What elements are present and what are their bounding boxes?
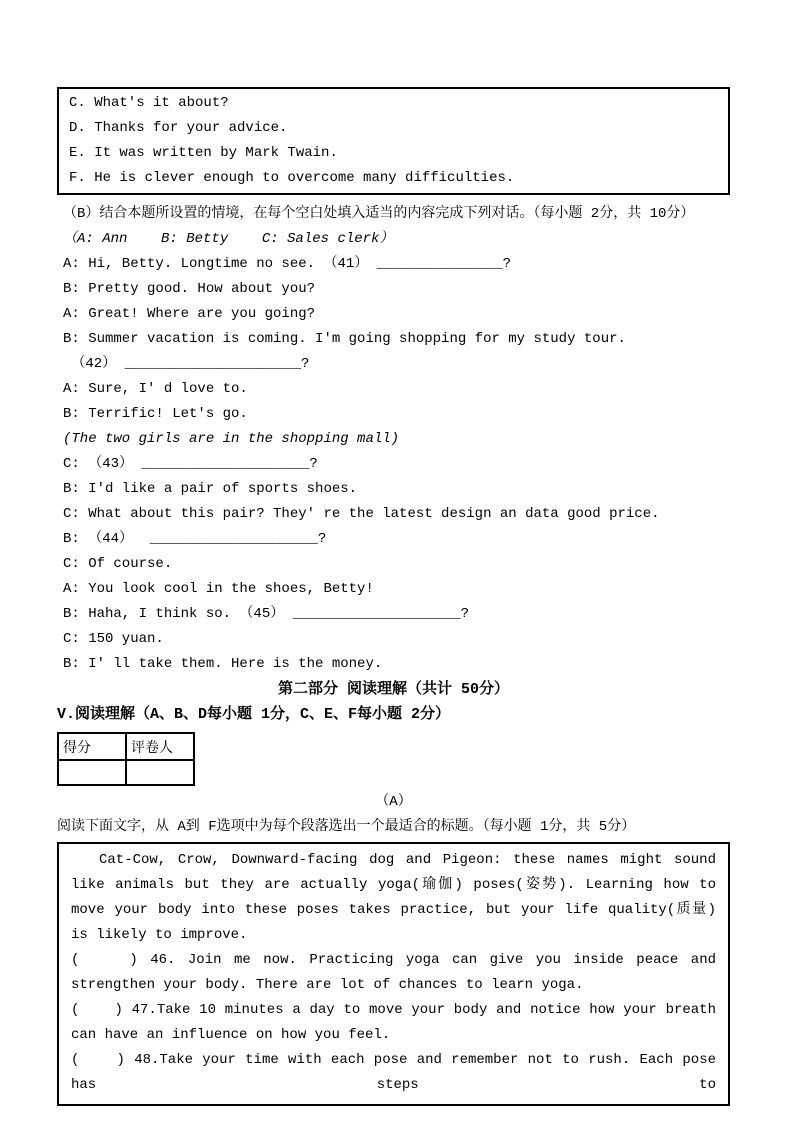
passage-paragraph-47: ( ) 47.Take 10 minutes a day to move your body and notice how your breath can have an influence on how you feel. <box>71 1002 716 1043</box>
dialogue-line: B: Terrific! Let's go. <box>63 406 248 422</box>
dialogue-line-42: （42） _____________________? <box>63 356 310 372</box>
option-line-c: C. What's it about? <box>69 95 229 111</box>
passage-a-instruction: 阅读下面文字，从 A到 F选项中为每个段落选出一个最适合的标题。（每小题 1分，共 5分） <box>57 819 636 835</box>
passage-a-label: （A） <box>375 794 412 810</box>
dialogue-roles: （A: Ann B: Betty C: Sales clerk） <box>63 231 394 247</box>
dialogue-line-44: B: （44） ____________________? <box>63 531 327 547</box>
score-empty-cell <box>58 760 126 785</box>
option-line-e: E. It was written by Mark Twain. <box>69 145 338 161</box>
dialogue-line-41: A: Hi, Betty. Longtime no see. （41） _______________? <box>63 256 512 272</box>
passage-paragraph-46: ( ) 46. Join me now. Practicing yoga can give you inside peace and strengthen your body. There are lot of chances to learn yoga. <box>71 952 716 993</box>
section-2-title: 第二部分 阅读理解（共计 50分） <box>277 681 509 698</box>
score-header-cell: 得分 <box>58 733 126 760</box>
passage-paragraph-intro: Cat-Cow, Crow, Downward-facing dog and Pigeon: these names might sound like animals but they are actually yoga(瑜伽) poses(姿势). Learning how to move your body into these poses takes practice, but your life quality(质量) is likely to improve. <box>71 852 716 943</box>
dialogue-stage-direction: (The two girls are in the shopping mall) <box>63 431 400 447</box>
dialogue-line: A: Sure, I' d love to. <box>63 381 248 397</box>
grader-header-cell: 评卷人 <box>126 733 194 760</box>
option-line-d: D. Thanks for your advice. <box>69 120 288 136</box>
passage-box <box>57 842 730 1106</box>
passage-paragraph-48: ( ) 48.Take your time with each pose and remember not to rush. Each pose has steps to <box>71 1052 716 1093</box>
dialogue-line: C: Of course. <box>63 556 173 572</box>
answer-options-box <box>57 87 730 195</box>
dialogue-line: B: I' ll take them. Here is the money. <box>63 656 383 672</box>
section-v-heading: V.阅读理解（A、B、D每小题 1分，C、E、F每小题 2分） <box>57 706 451 723</box>
dialogue-line: A: You look cool in the shoes, Betty! <box>63 581 374 597</box>
part-b-instruction: （B）结合本题所设置的情境，在每个空白处填入适当的内容完成下列对话。（每小题 2分，共 10分） <box>63 206 695 222</box>
dialogue-line: C: 150 yuan. <box>63 631 164 647</box>
dialogue-line: B: Pretty good. How about you? <box>63 281 316 297</box>
dialogue-line-45: B: Haha, I think so. （45） ____________________? <box>63 606 470 622</box>
grader-empty-cell <box>126 760 194 785</box>
dialogue-line-43: C: （43） ____________________? <box>63 456 318 472</box>
dialogue-line: C: What about this pair? They' re the latest design an data good price. <box>63 506 660 522</box>
score-table <box>57 732 195 786</box>
dialogue-line: B: Summer vacation is coming. I'm going shopping for my study tour. <box>63 331 626 347</box>
dialogue-line: B: I'd like a pair of sports shoes. <box>63 481 358 497</box>
option-line-f: F. He is clever enough to overcome many difficulties. <box>69 170 515 186</box>
dialogue-line: A: Great! Where are you going? <box>63 306 316 322</box>
